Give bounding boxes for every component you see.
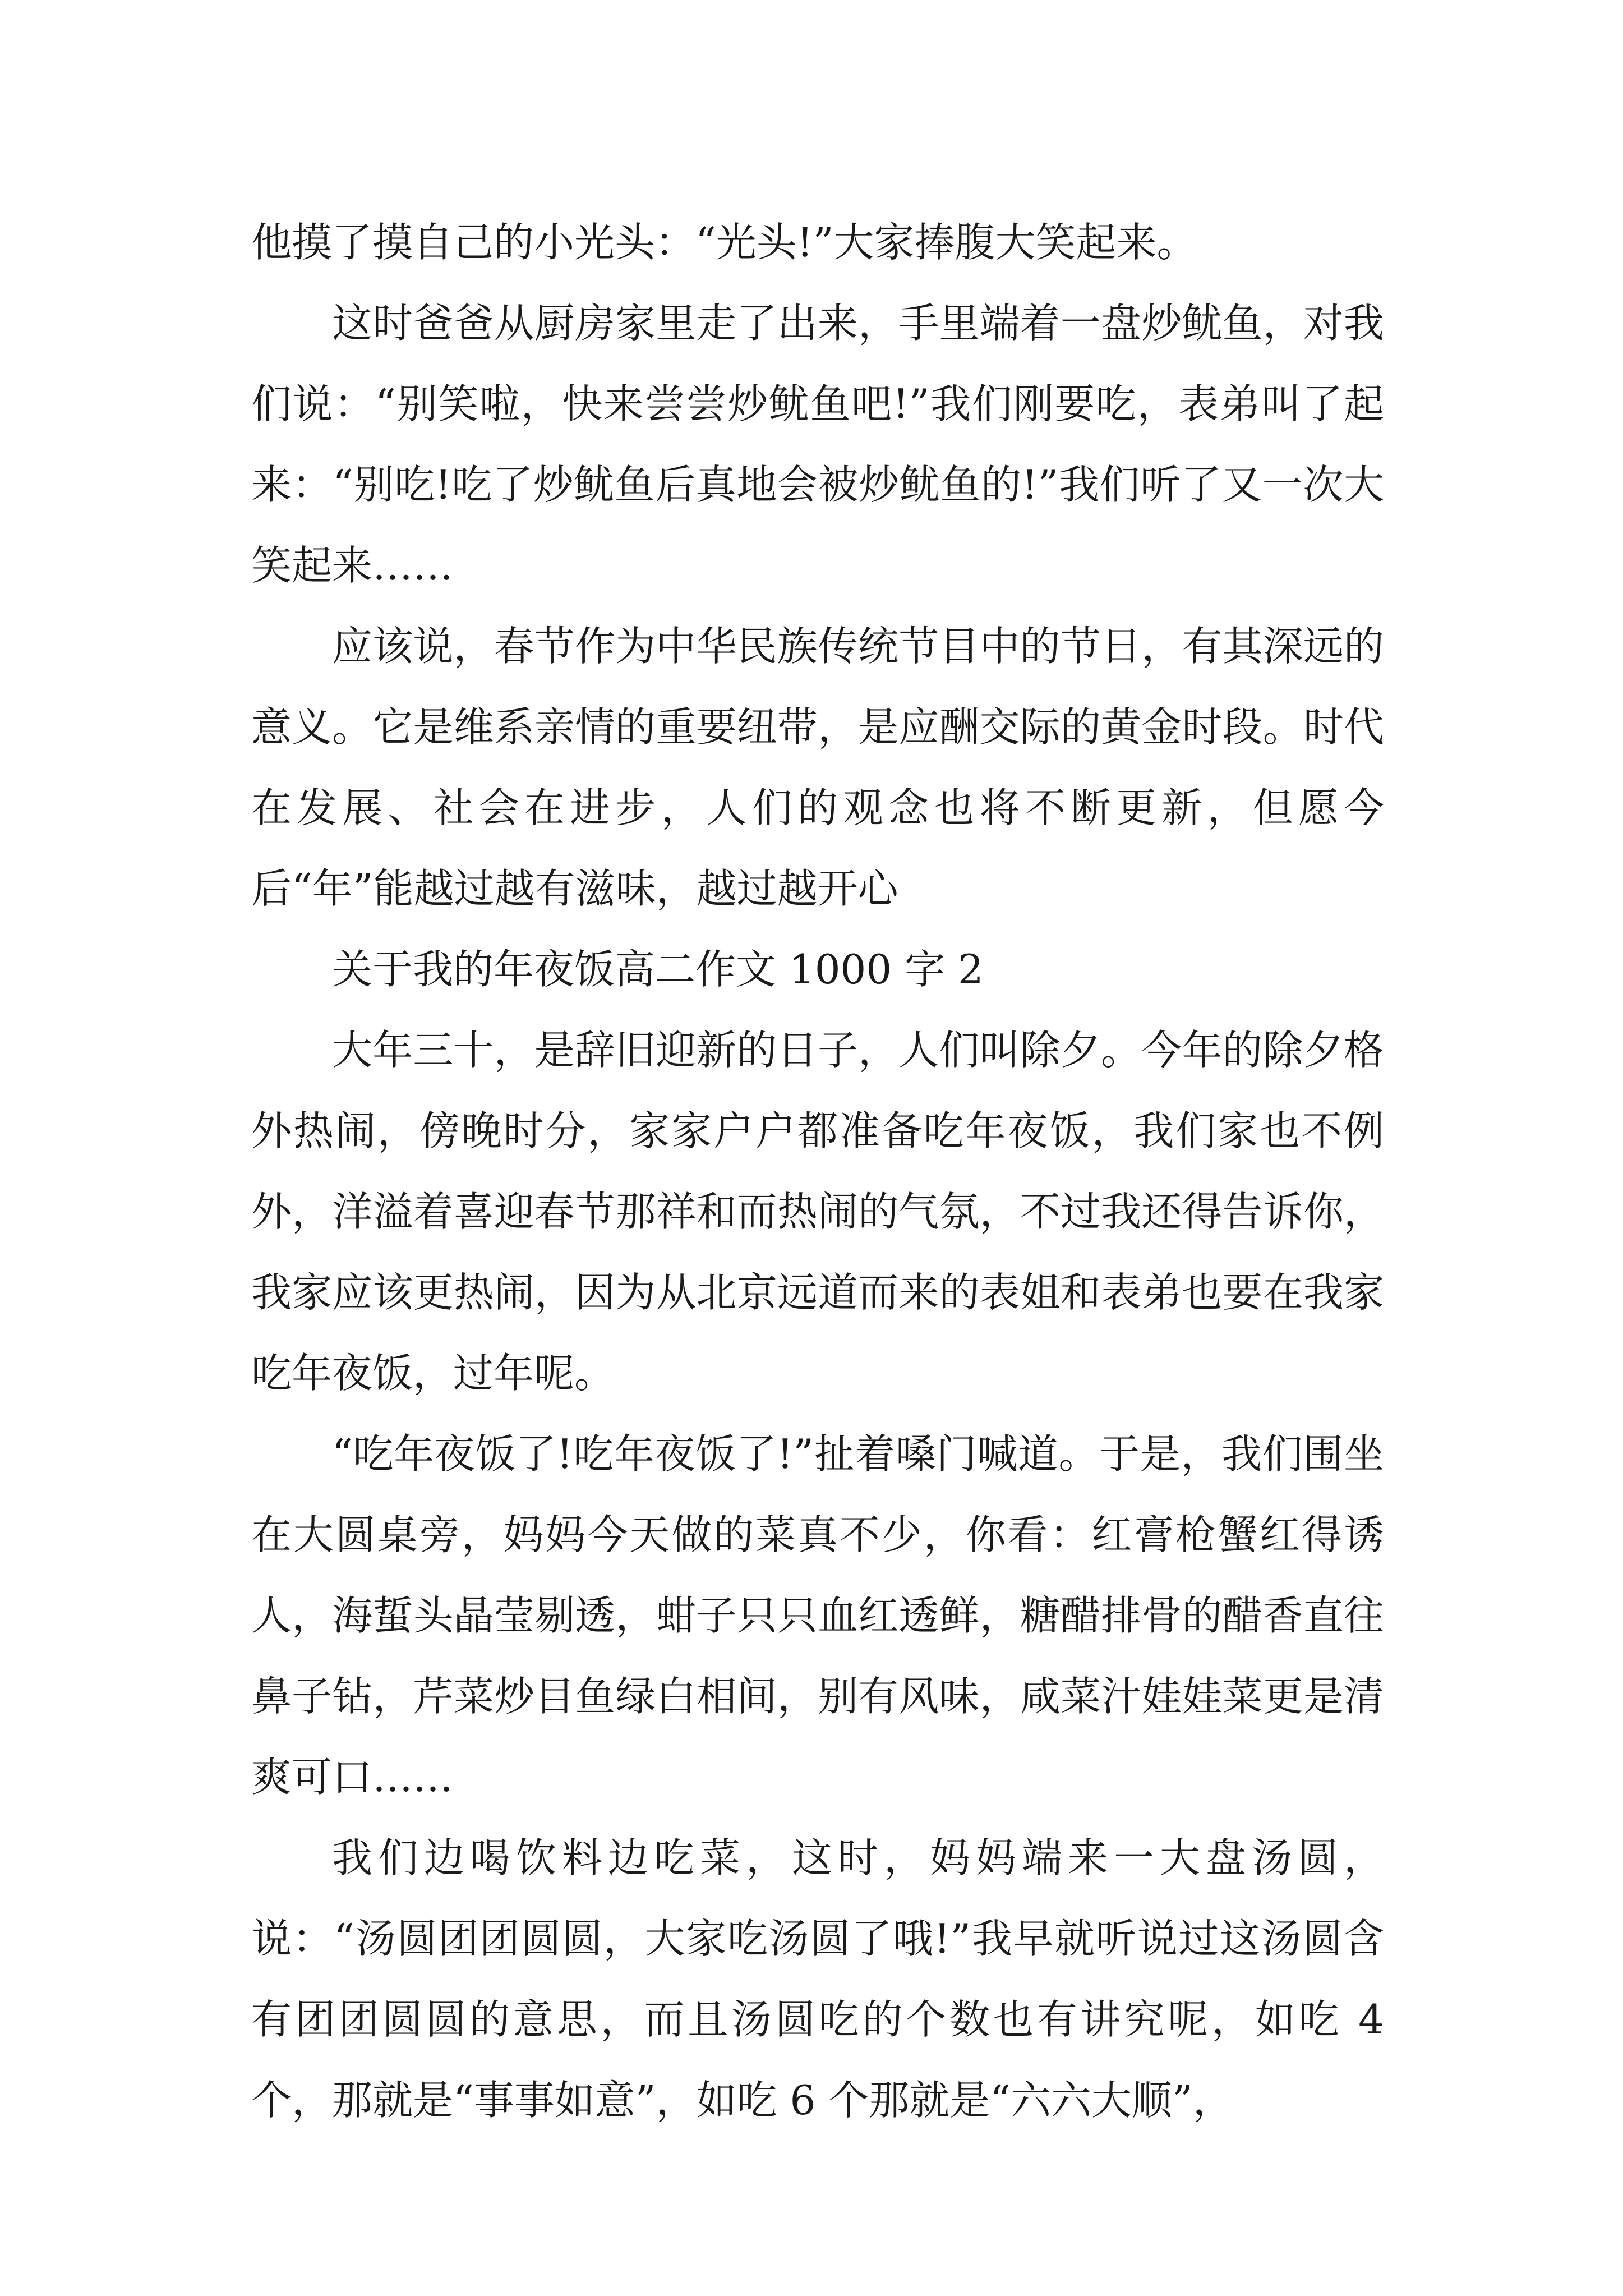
body-text [251, 202, 1384, 2141]
paragraph-3: 应该说，春节作为中华民族传统节目中的节日，有其深远的意义。它是维系亲情的重要纽带，是应酬交际的黄金时段。时代在发展、社会在进步，人们的观念也将不断更新，但愿今后“年”能越过越有滋味，越过越开心 [251, 623, 1384, 912]
paragraph-4: 大年三十，是辞旧迎新的日子，人们叫除夕。今年的除夕格外热闹，傍晚时分，家家户户都准备吃年夜饭，我们家也不例外，洋溢着喜迎春节那祥和而热闹的气氛，不过我还得告诉你，我家应该更热闹，因为从北京远道而来的表姐和表弟也要在我家吃年夜饭，过年呢。 [251, 1027, 1384, 1397]
paragraph-5: “吃年夜饭了!吃年夜饭了!”扯着嗓门喊道。于是，我们围坐在大圆桌旁，妈妈今天做的菜真不少，你看：红膏枪蟹红得诱人，海蜇头晶莹剔透，蚶子只只血红透鲜，糖醋排骨的醋香直往鼻子钻，芹菜炒目鱼绿白相间，别有风味，咸菜汁娃娃菜更是清爽可口…… [251, 1430, 1384, 1801]
paragraph-1: 他摸了摸自己的小光头：“光头!”大家捧腹大笑起来。 [251, 219, 1197, 266]
paragraph-6: 我们边喝饮料边吃菜，这时，妈妈端来一大盘汤圆，说：“汤圆团团圆圆，大家吃汤圆了哦!”我早就听说过这汤圆含有团团圆圆的意思，而且汤圆吃的个数也有讲究呢，如吃 4 个，那就是“事事如意”，如吃 6 个那就是“六六大顺”， [251, 1834, 1384, 2124]
section-heading: 关于我的年夜饭高二作文 1000 字 2 [332, 946, 984, 993]
paragraph-2: 这时爸爸从厨房家里走了出来，手里端着一盘炒鱿鱼，对我们说：“别笑啦，快来尝尝炒鱿鱼吧!”我们刚要吃，表弟叫了起来：“别吃!吃了炒鱿鱼后真地会被炒鱿鱼的!”我们听了又一次大笑起来…… [251, 300, 1384, 589]
